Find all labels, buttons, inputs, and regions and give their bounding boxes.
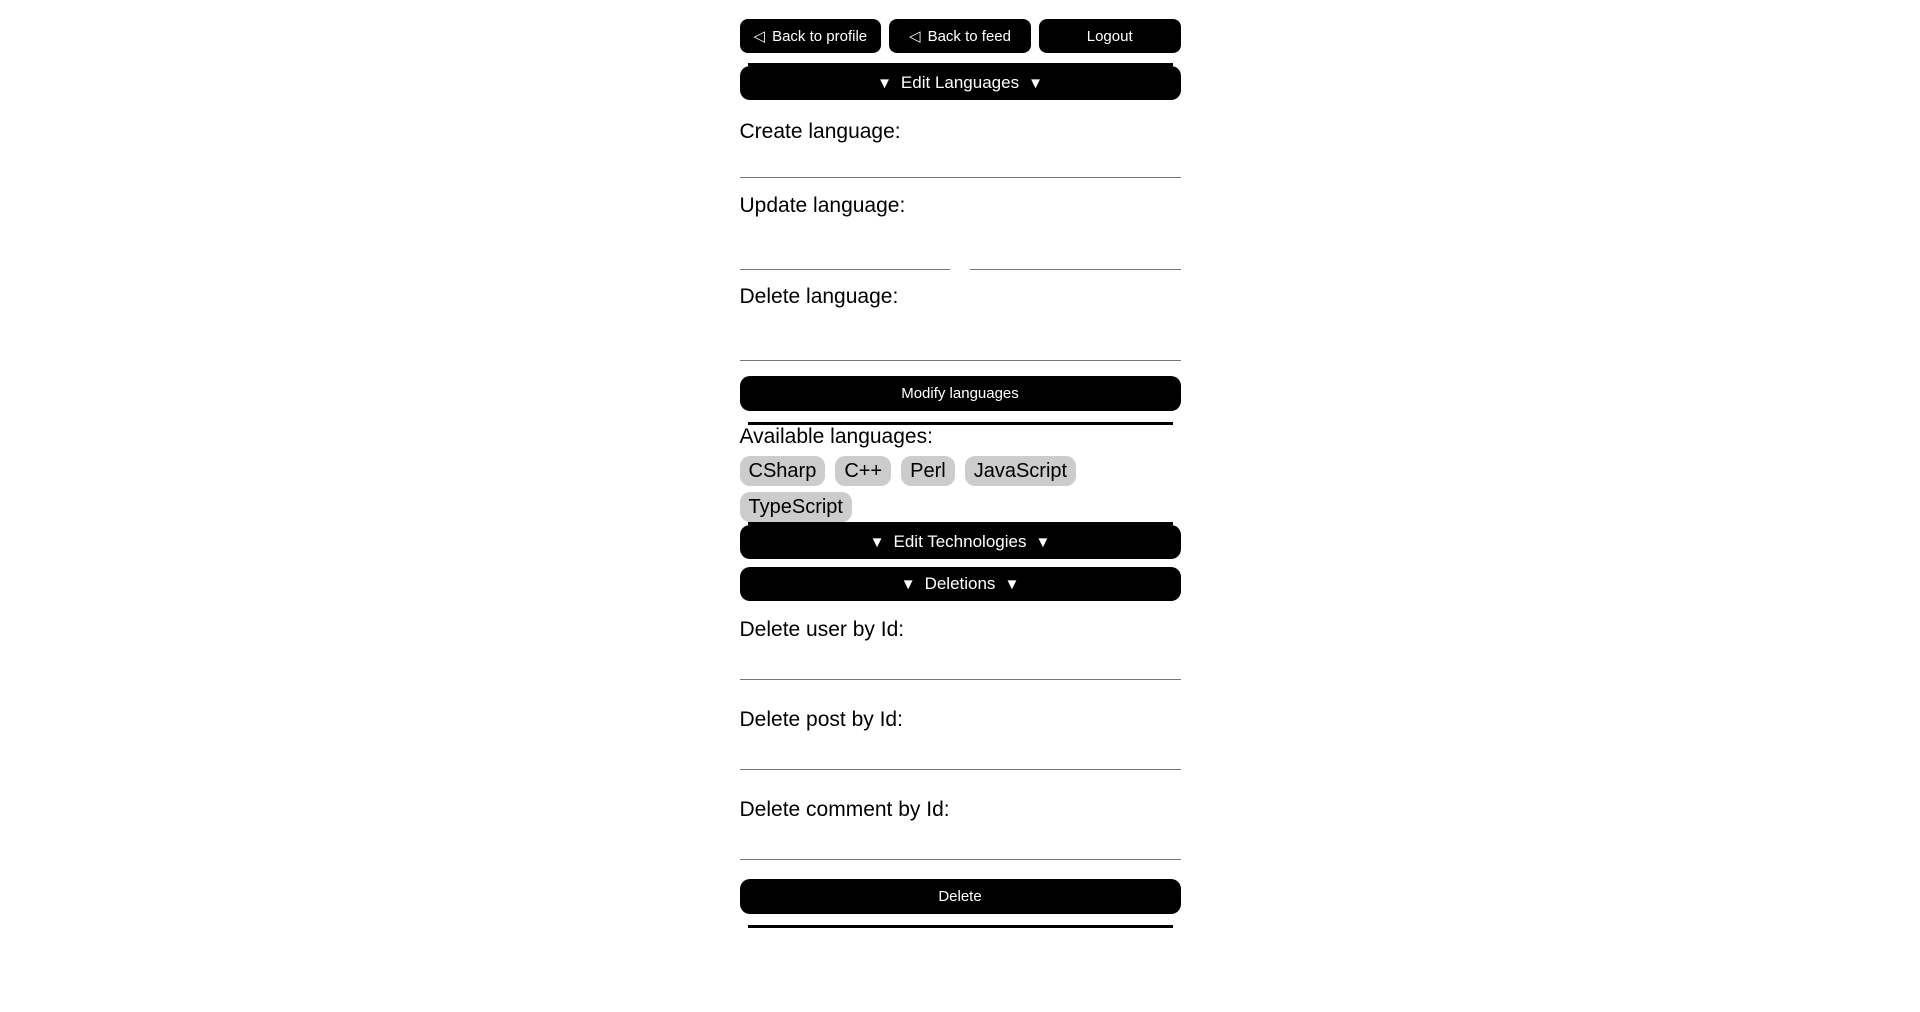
create-language-input[interactable] [740, 144, 1181, 178]
divider [748, 925, 1173, 928]
edit-languages-toggle[interactable] [740, 66, 1181, 100]
language-chip-cpp[interactable]: C++ [835, 456, 891, 486]
delete-comment-label: Delete comment by Id: [739, 798, 950, 821]
logout-label: Logout [1086, 27, 1133, 45]
caret-down-icon: ▼ [1004, 575, 1020, 593]
caret-down-icon: ▼ [877, 74, 892, 92]
available-languages-label: Available languages: [739, 425, 933, 448]
languages-section [740, 120, 1181, 525]
back-arrow-icon: ◁ [753, 28, 766, 45]
language-chip-csharp[interactable]: CSharp [740, 456, 826, 486]
delete-comment-id-input[interactable] [740, 822, 1181, 860]
back-to-profile-button[interactable] [740, 19, 882, 53]
modify-languages-label: Modify languages [901, 385, 1019, 402]
caret-down-icon: ▼ [1035, 533, 1051, 551]
caret-down-icon: ▼ [1028, 74, 1043, 92]
language-chip-row [740, 492, 1181, 522]
language-chip-row [740, 456, 1181, 486]
content-column [740, 0, 1181, 928]
delete-button-label: Delete [938, 888, 982, 905]
language-chip-perl[interactable]: Perl [901, 456, 955, 486]
deletions-label: Deletions [924, 574, 996, 593]
update-language-label: Update language: [739, 194, 906, 217]
delete-user-id-input[interactable] [740, 642, 1181, 680]
back-to-profile-label: Back to profile [772, 27, 868, 45]
caret-down-icon: ▼ [869, 533, 885, 551]
modify-languages-button[interactable] [740, 376, 1181, 411]
back-to-feed-label: Back to feed [927, 27, 1011, 45]
edit-languages-label: Edit Languages [900, 73, 1020, 92]
back-to-feed-button[interactable] [889, 19, 1031, 53]
delete-button[interactable] [740, 879, 1181, 914]
delete-post-id-input[interactable] [740, 732, 1181, 770]
deletions-toggle[interactable] [740, 567, 1181, 601]
edit-technologies-toggle[interactable] [740, 525, 1181, 559]
delete-language-label: Delete language: [739, 285, 899, 308]
back-arrow-icon: ◁ [909, 28, 921, 45]
edit-technologies-label: Edit Technologies [893, 532, 1027, 551]
language-chip-javascript[interactable]: JavaScript [965, 456, 1076, 486]
delete-user-label: Delete user by Id: [739, 618, 905, 641]
logout-button[interactable] [1039, 19, 1181, 53]
update-language-id-input[interactable] [740, 232, 951, 270]
delete-post-label: Delete post by Id: [739, 708, 903, 731]
language-chip-typescript[interactable]: TypeScript [740, 492, 852, 522]
create-language-label: Create language: [739, 120, 901, 143]
caret-down-icon: ▼ [900, 575, 916, 593]
top-nav-row [740, 19, 1181, 53]
update-language-inputs [740, 232, 1181, 270]
delete-language-input[interactable] [740, 323, 1181, 361]
update-language-name-input[interactable] [970, 232, 1181, 270]
deletions-section [740, 618, 1181, 928]
